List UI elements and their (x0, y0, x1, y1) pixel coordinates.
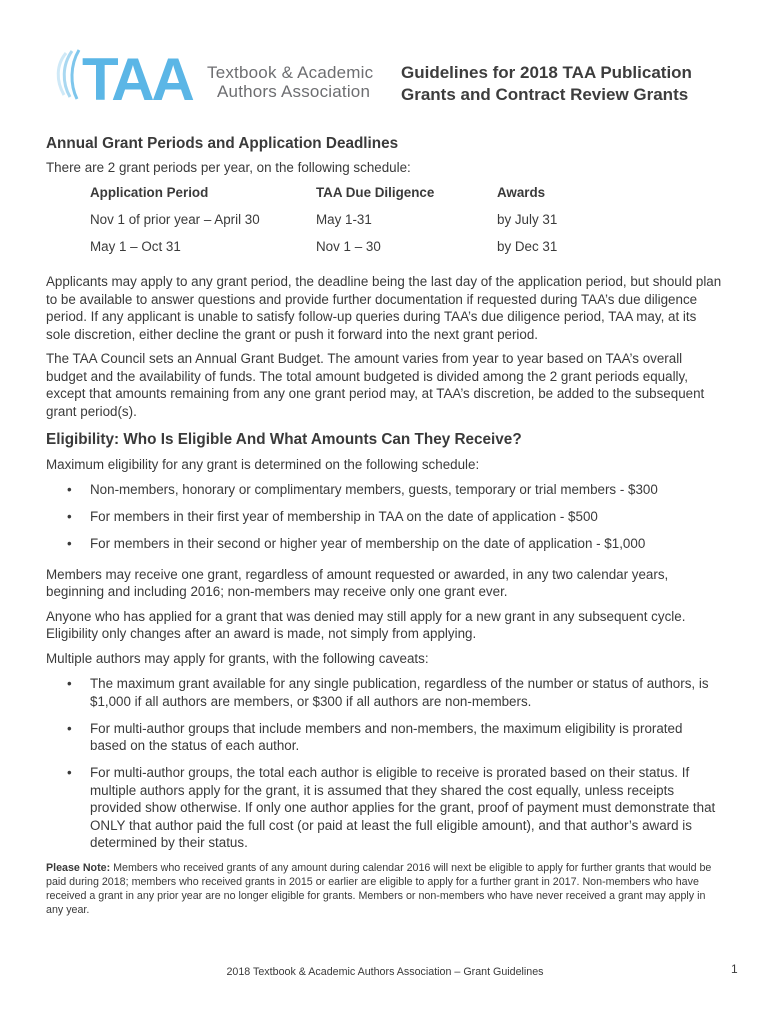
schedule-header-cell: Awards (497, 185, 546, 200)
schedule-cell: May 1 – Oct 31 (90, 239, 181, 254)
section-heading-grant-periods: Annual Grant Periods and Application Deadlines (46, 135, 399, 152)
list-item-text: For multi-author groups, the total each author is eligible to receive is prorated based on their status. If multiple authors apply for the grant, it is assumed that they shared the cost equally, unless receipts provided show otherwise. If only one author applies for the grant, proof of payment must demonstrate that ONLY that author paid the full cost (or paid at least the full eligible amount), and that author’s award is determined by their status. (90, 765, 716, 850)
logo-line-1: Textbook & Academic (207, 63, 374, 82)
list-item-text: The maximum grant available for any single publication, regardless of the number or status of authors, is $1,000 if all authors are members, or $300 if all authors are non-members. (90, 676, 709, 709)
document-body (46, 135, 722, 917)
list-item (46, 764, 722, 852)
schedule-cell: May 1-31 (316, 212, 372, 227)
schedule-header-row (90, 184, 722, 211)
document-title (401, 62, 692, 106)
grant-schedule-table (90, 184, 722, 265)
logo-wordmark (207, 63, 373, 101)
list-item-text: For members in their first year of membership in TAA on the date of application - $500 (90, 509, 598, 524)
grant-periods-intro: There are 2 grant periods per year, on the following schedule: (46, 159, 411, 175)
caveats-list (46, 675, 722, 852)
list-item (46, 535, 722, 553)
bullet-icon: • (67, 765, 72, 780)
bullet-icon: • (67, 509, 72, 524)
schedule-cell: by Dec 31 (497, 239, 558, 254)
eligibility-intro: Maximum eligibility for any grant is determined on the following schedule: (46, 456, 480, 472)
list-item (46, 720, 722, 755)
bullet-icon: • (67, 720, 72, 736)
section-heading-eligibility: Eligibility: Who Is Eligible And What Amounts Can They Receive? (46, 431, 522, 448)
schedule-header-cell: Application Period (90, 185, 209, 200)
document-title-line-1: Guidelines for 2018 TAA Publication (401, 63, 692, 82)
grant-budget-paragraph: The TAA Council sets an Annual Grant Budget. The amount varies from year to year based on TAA’s overall budget and the availability of funds. The total amount budgeted is divided among the 2 grant periods equally, except that amounts remaining from any one grant period may, at TAA’s discretion, be added to the subsequent grant period(s). (46, 351, 705, 419)
schedule-cell: by July 31 (497, 212, 558, 227)
bullet-icon: • (67, 482, 72, 497)
taa-logo-mark-icon (52, 47, 202, 107)
list-item-text: Non-members, honorary or complimentary members, guests, temporary or trial members - $300 (90, 482, 658, 497)
svg-text:TAA: TAA (82, 47, 192, 107)
eligibility-list (46, 481, 722, 553)
please-note-label: Please Note: (46, 862, 111, 874)
list-item-text: For multi-author groups that include members and non-members, the maximum eligibility is prorated based on the status of each author. (90, 720, 683, 753)
schedule-row (90, 238, 722, 265)
denied-grant-paragraph: Anyone who has applied for a grant that was denied may still apply for a new grant in any subsequent cycle. Eligibility only changes after an award is made, not simply from applying. (46, 608, 686, 641)
page-footer: 2018 Textbook & Academic Authors Association – Grant Guidelines (226, 966, 544, 978)
please-note (46, 861, 722, 917)
taa-logo (52, 47, 374, 107)
grant-frequency-paragraph: Members may receive one grant, regardless of amount requested or awarded, in any two calendar years, beginning and including 2016; non-members may receive only one grant ever. (46, 566, 669, 599)
document-title-line-2: Grants and Contract Review Grants (401, 85, 689, 104)
page-number: 1 (731, 962, 738, 976)
bullet-icon: • (67, 676, 72, 691)
list-item (46, 675, 722, 710)
grant-period-paragraph: Applicants may apply to any grant period, the deadline being the last day of the application period, but should plan to be available to answer questions and provide further documentation if requested during TAA’s due diligence period. If any applicant is unable to satisfy follow-up queries during TAA’s due diligence period, TAA may, at its sole discretion, either decline the grant or push it forward into the next grant period. (46, 274, 722, 342)
schedule-cell: Nov 1 of prior year – April 30 (90, 212, 260, 227)
schedule-cell: Nov 1 – 30 (316, 239, 381, 254)
list-item (46, 481, 722, 499)
bullet-icon: • (67, 536, 72, 551)
please-note-text: Members who received grants of any amount during calendar 2016 will next be eligible to apply for further grants that would be paid during 2018; members who received grants in 2015 or earlier are eligible to apply for a further grant in 2017. Non-members who have received a grant in any prior year are no longer eligible for grants. Members or non-members who have never received a grant may apply in any year. (46, 862, 712, 916)
multiple-authors-paragraph: Multiple authors may apply for grants, with the following caveats: (46, 650, 429, 666)
list-item-text: For members in their second or higher year of membership on the date of application - $1,000 (90, 536, 646, 551)
logo-line-2: Authors Association (217, 82, 371, 101)
schedule-header-cell: TAA Due Diligence (316, 185, 435, 200)
schedule-row (90, 211, 722, 238)
list-item (46, 508, 722, 526)
